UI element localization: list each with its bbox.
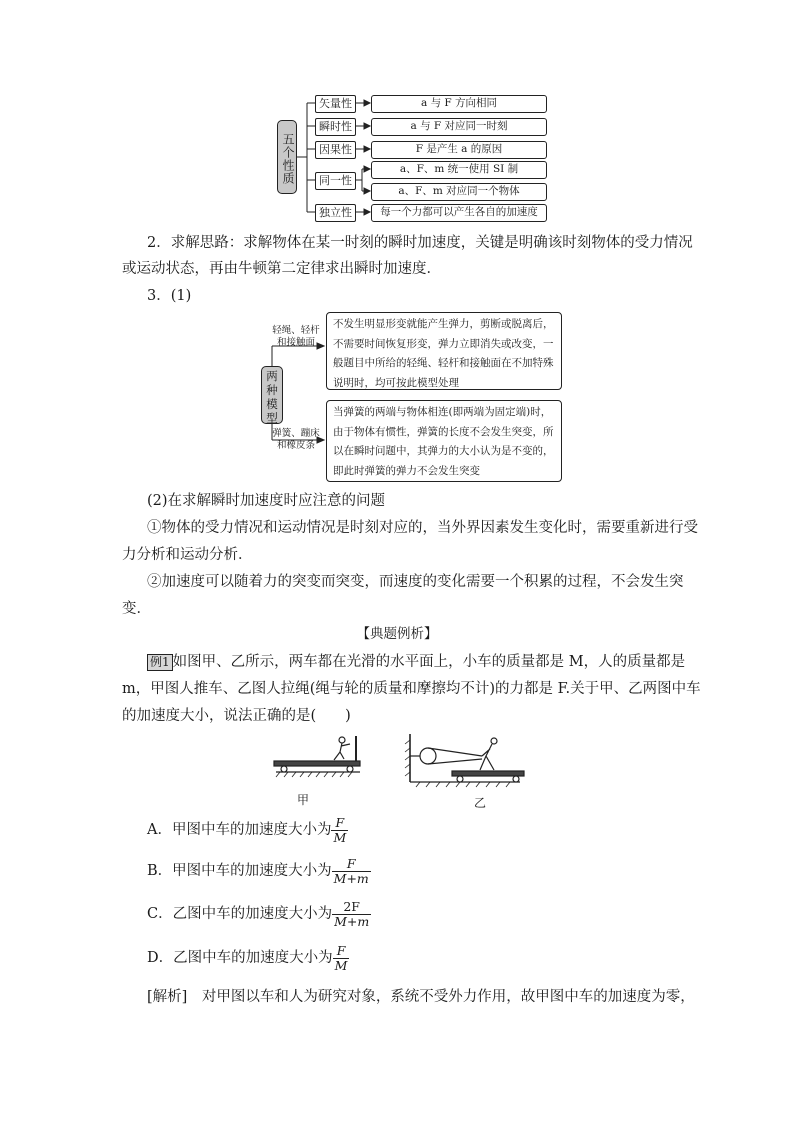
label-instant-text: 瞬时性 [319, 120, 352, 133]
box-same-object-text: a、F、m 对应同一个物体 [398, 185, 520, 197]
box-causal [371, 141, 547, 159]
option-a-den: M [333, 829, 347, 845]
figure-yi [405, 734, 524, 787]
section3-heading: 3．(1) [147, 288, 192, 304]
notes-p1-line1: ①物体的受力情况和运动情况是时刻对应的，当外界因素发生变化时，需要重新进行受 [147, 520, 698, 536]
branch-spring-label: 弹簧、蹦床和橡皮条 [272, 428, 320, 451]
option-b [147, 853, 371, 889]
properties-root-text: 五个性质 [281, 132, 295, 185]
spring-model-box: 当弹簧的两端与物体相连(即两端为固定端)时，由于物体有惯性，弹簧的长度不会发生突变，所以在瞬时问题中，其弹力的大小认为是不变的，即此时弹簧的弹力不会发生突变 [326, 400, 562, 482]
example-line3: 的加速度大小，说法正确的是( ) [122, 708, 351, 724]
option-c-den: M+m [334, 913, 370, 929]
notes-p1-line2: 力分析和运动分析． [122, 547, 253, 563]
option-d-num: F [333, 944, 350, 959]
notes-p2-line2: 变． [122, 601, 151, 617]
option-b-text: B．甲图中车的加速度大小为 [147, 863, 332, 879]
box-independent-text: 每一个力都可以产生各自的加速度 [380, 206, 538, 218]
option-c-fraction [332, 900, 371, 929]
box-instant-text: a 与 F 对应同一时刻 [410, 120, 508, 132]
label-vector-text: 矢量性 [319, 97, 352, 110]
figure-yi-caption: 乙 [474, 796, 487, 810]
option-a-text: A．甲图中车的加速度大小为 [147, 822, 332, 838]
option-a [147, 812, 348, 848]
example-line2: m，甲图人推车、乙图人拉绳(绳与轮的质量和摩擦均不计)的力都是 F.关于甲、乙两图中车 [122, 681, 701, 697]
box-independent [371, 204, 547, 222]
option-a-num: F [331, 816, 348, 831]
option-d-fraction [333, 944, 350, 973]
models-root-text: 两种模型 [266, 369, 278, 425]
example-line1-text: 如图甲、乙所示，两车都在光滑的水平面上，小车的质量都是 M，人的质量都是 [172, 654, 686, 670]
example-figures [270, 732, 530, 790]
box-same-object [371, 183, 547, 201]
example-line1 [147, 652, 685, 672]
models-root [261, 366, 283, 424]
section2-line1: 2．求解思路：求解物体在某一时刻的瞬时加速度，关键是明确该时刻物体的受力情况 [147, 235, 693, 251]
branch-rope-label: 轻绳、轻杆和接触面 [272, 325, 320, 348]
box-same-si-text: a、F、m 统一使用 SI 制 [399, 163, 519, 175]
option-b-fraction [332, 857, 371, 886]
box-vector [371, 95, 547, 113]
label-independent [315, 204, 356, 222]
figure-jia-caption: 甲 [297, 793, 310, 807]
section2-line2: 或运动状态，再由牛顿第二定律求出瞬时加速度． [122, 261, 441, 277]
rope-model-box: 不发生明显形变就能产生弹力，剪断或脱离后，不需要时间恢复形变，弹力立即消失或改变，一般题目中所给的轻绳、轻杆和接触面在不加特殊说明时，均可按此模型处理 [326, 312, 562, 390]
option-d-text: D．乙图中车的加速度大小为 [147, 950, 333, 966]
box-vector-text: a 与 F 方向相同 [420, 97, 498, 109]
option-d [147, 940, 349, 976]
option-b-num: F [332, 857, 371, 872]
notes-p2-line1: ②加速度可以随着力的突变而突变，而速度的变化需要一个积累的过程，不会发生突 [147, 574, 684, 590]
example-badge: 例1 [147, 654, 173, 671]
label-causal [315, 141, 356, 159]
label-same-text: 同一性 [319, 174, 352, 187]
label-instant [315, 118, 356, 136]
label-causal-text: 因果性 [319, 143, 352, 156]
option-a-fraction [331, 816, 348, 845]
box-same-si [371, 161, 547, 179]
properties-root [277, 120, 297, 194]
box-causal-text: F 是产生 a 的原因 [415, 143, 503, 155]
option-d-den: M [334, 957, 348, 973]
option-c-text: C．乙图中车的加速度大小为 [147, 906, 333, 922]
label-vector [315, 95, 356, 113]
figure-jia [274, 736, 360, 777]
analysis-line: [解析] 对甲图以车和人为研究对象，系统不受外力作用，故甲图中车的加速度为零， [147, 989, 695, 1005]
option-c-num: 2F [332, 900, 371, 915]
option-b-den: M+m [333, 870, 369, 886]
label-same [315, 172, 356, 190]
example-heading: 【典题例析】 [356, 626, 438, 642]
label-independent-text: 独立性 [319, 206, 352, 219]
option-c [147, 896, 371, 932]
notes-title: (2)在求解瞬时加速度时应注意的问题 [147, 493, 386, 509]
box-instant [371, 118, 547, 136]
